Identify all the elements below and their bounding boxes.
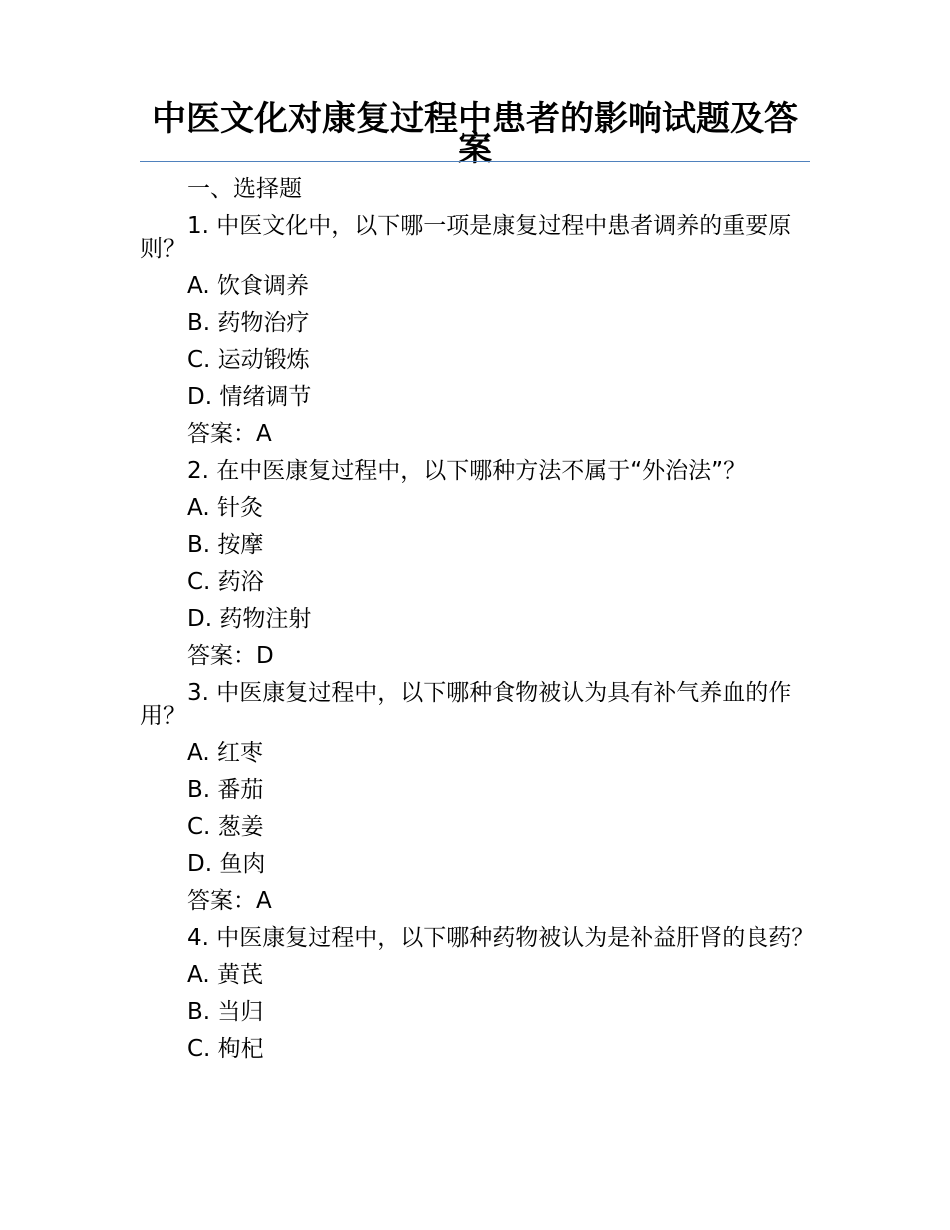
question-option: A. 红枣 [187, 740, 263, 766]
question-option: C. 运动锻炼 [187, 347, 310, 373]
question-option: C. 药浴 [187, 569, 264, 595]
question-stem: 4. 中医康复过程中，以下哪种药物被认为是补益肝肾的良药？ [187, 925, 815, 951]
question-option: A. 黄芪 [187, 962, 263, 988]
question-answer: 答案：D [187, 643, 274, 669]
question-option: B. 番茄 [187, 777, 264, 803]
question-option: C. 葱姜 [187, 814, 264, 840]
question-stem: 3. 中医康复过程中，以下哪种食物被认为具有补气养血的作用？ [140, 680, 792, 729]
question-option: D. 鱼肉 [187, 851, 266, 877]
question-option: A. 饮食调养 [187, 273, 309, 299]
question-option: B. 当归 [187, 999, 264, 1025]
section-heading: 一、选择题 [187, 176, 302, 202]
question-option: B. 药物治疗 [187, 310, 310, 336]
document-body [140, 178, 815, 1075]
question-answer: 答案：A [187, 421, 272, 447]
question-option: A. 针灸 [187, 495, 263, 521]
question-answer: 答案：A [187, 888, 272, 914]
question-option: B. 按摩 [187, 532, 264, 558]
question-option: D. 药物注射 [187, 606, 312, 632]
title-underline [140, 161, 810, 162]
question-stem: 2. 在中医康复过程中，以下哪种方法不属于“外治法”？ [187, 458, 747, 484]
document-title: 中医文化对康复过程中患者的影响试题及答案 [152, 99, 798, 169]
question-option: C. 枸杞 [187, 1036, 264, 1062]
question-stem: 1. 中医文化中，以下哪一项是康复过程中患者调养的重要原则？ [140, 213, 792, 262]
question-option: D. 情绪调节 [187, 384, 312, 410]
